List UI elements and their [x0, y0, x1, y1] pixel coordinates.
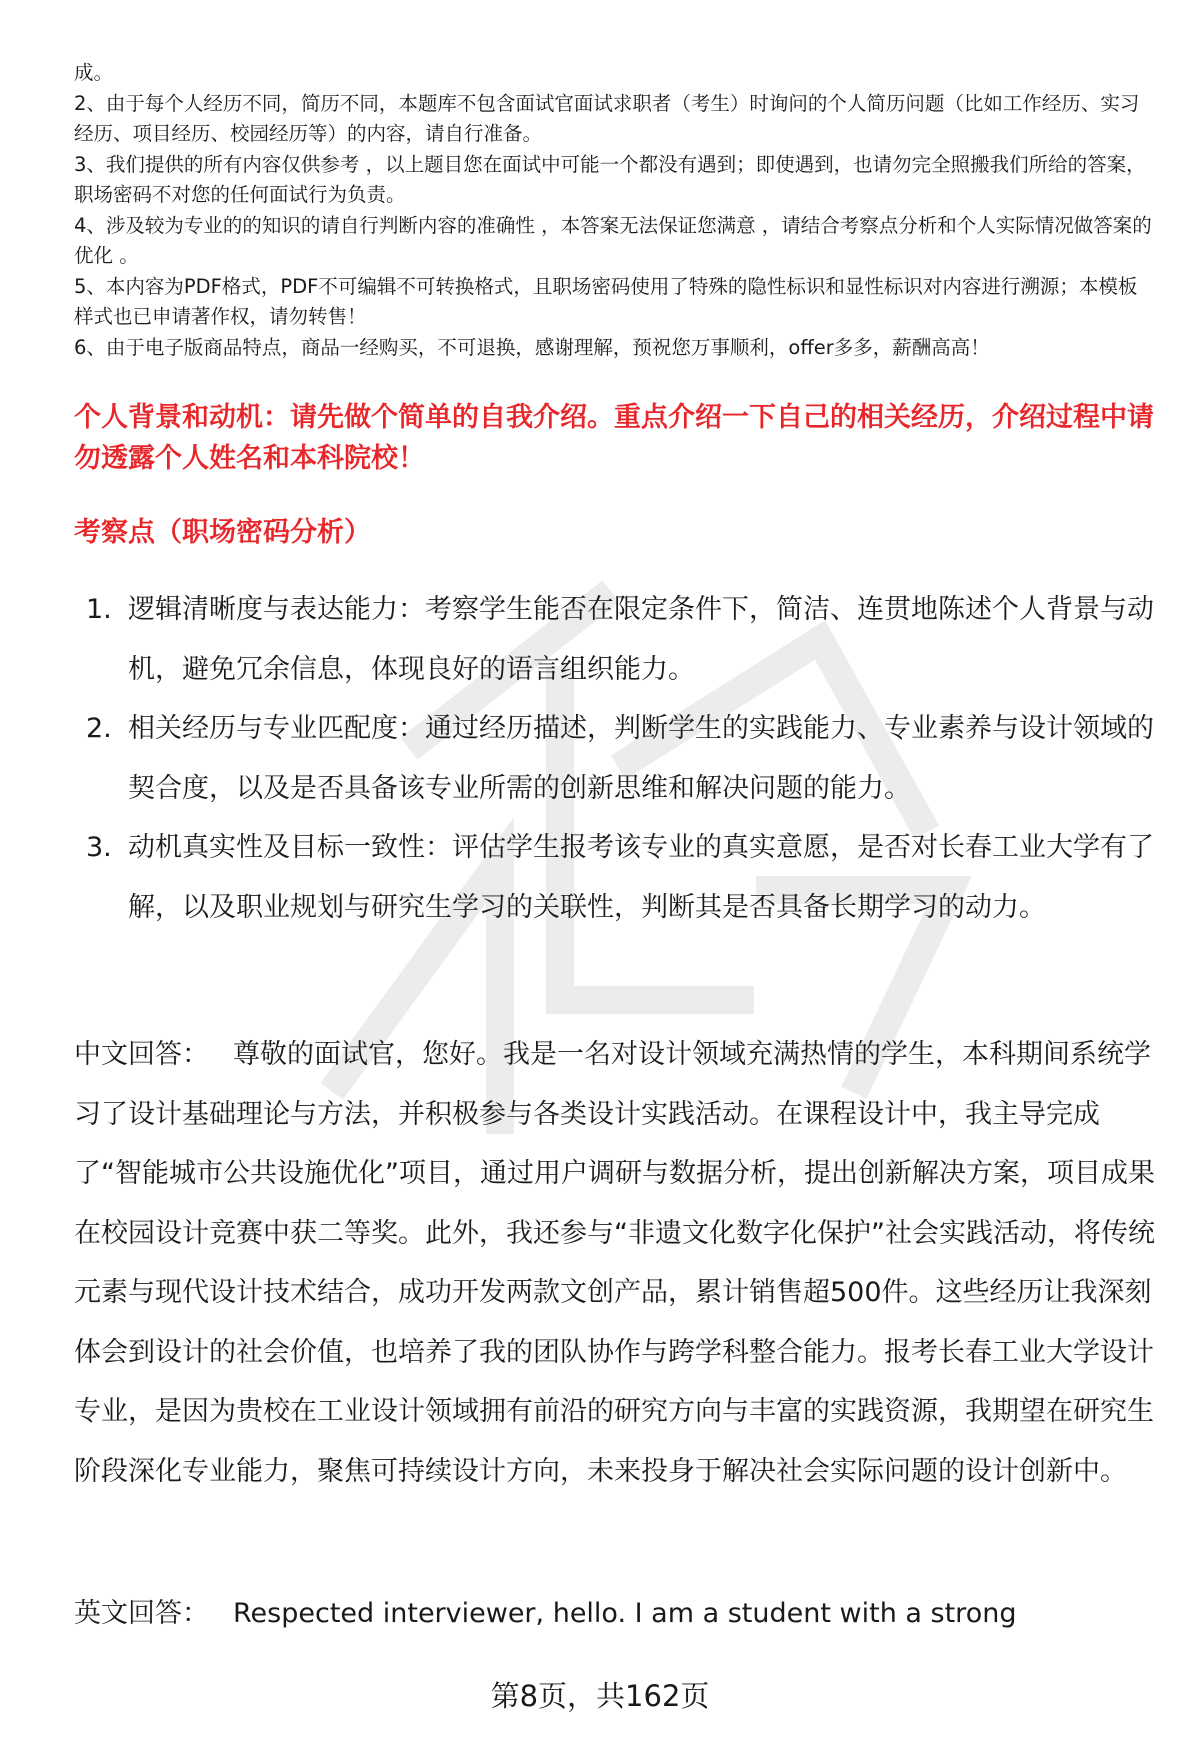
- english-answer-label: 英文回答：: [74, 1598, 209, 1629]
- list-item: [74, 699, 1154, 818]
- chinese-answer-label: 中文回答：: [74, 1039, 209, 1070]
- english-answer-text: Respected interviewer, hello. I am a student with a strong: [233, 1598, 1017, 1629]
- english-answer: [74, 1594, 1164, 1634]
- analysis-title: 考察点（职场密码分析）: [74, 517, 371, 548]
- page-number-footer: 第8页，共162页: [490, 1679, 710, 1713]
- question-heading: 个人背景和动机：请先做个简单的自我介绍。重点介绍一下自己的相关经历，介绍过程中请勿透露个人姓名和本科院校！: [74, 402, 1154, 474]
- list-item: [74, 580, 1154, 699]
- note-line: 5、本内容为PDF格式，PDF不可编辑不可转换格式，且职场密码使用了特殊的隐性标识和显性标识对内容进行溯源；本模板样式也已申请著作权，请勿转售！: [74, 274, 1138, 328]
- note-line: 2、由于每个人经历不同，简历不同，本题库不包含面试官面试求职者（考生）时询问的个人简历问题（比如工作经历、实习经历、项目经历、校园经历等）的内容，请自行准备。: [74, 91, 1140, 145]
- chinese-answer: [74, 1025, 1164, 1501]
- note-line: 4、涉及较为专业的的知识的请自行判断内容的准确性 ，本答案无法保证您满意 ，请结合考察点分析和个人实际情况做答案的优化 。: [74, 213, 1152, 267]
- disclaimer-notes: [74, 58, 1154, 363]
- list-text: 逻辑清晰度与表达能力：考察学生能否在限定条件下，简洁、连贯地陈述个人背景与动机，避免冗余信息，体现良好的语言组织能力。: [128, 594, 1154, 685]
- list-text: 相关经历与专业匹配度：通过经历描述，判断学生的实践能力、专业素养与设计领域的契合度，以及是否具备该专业所需的创新思维和解决问题的能力。: [128, 713, 1154, 804]
- note-line: 3、我们提供的所有内容仅供参考 ，以上题目您在面试中可能一个都没有遇到；即使遇到，也请勿完全照搬我们所给的答案，职场密码不对您的任何面试行为负责。: [74, 152, 1146, 206]
- note-line: 6、由于电子版商品特点，商品一经购买，不可退换，感谢理解，预祝您万事顺利，offer多多，薪酬高高！: [74, 335, 990, 359]
- list-number: 1.: [86, 594, 112, 625]
- list-text: 动机真实性及目标一致性：评估学生报考该专业的真实意愿，是否对长春工业大学有了解，以及职业规划与研究生学习的关联性，判断其是否具备长期学习的动力。: [128, 832, 1154, 923]
- list-item: [74, 818, 1154, 937]
- analysis-points-list: [74, 580, 1154, 937]
- list-number: 3.: [86, 832, 112, 863]
- chinese-answer-text: 尊敬的面试官，您好。我是一名对设计领域充满热情的学生，本科期间系统学习了设计基础理论与方法，并积极参与各类设计实践活动。在课程设计中，我主导完成了“智能城市公共设施优化”项目，通过用户调研与数据分析，提出创新解决方案，项目成果在校园设计竞赛中获二等奖。此外，我还参与“非遗文化数字化保护”社会实践活动，将传统元素与现代设计技术结合，成功开发两款文创产品，累计销售超500件。这些经历让我深刻体会到设计的社会价值，也培养了我的团队协作与跨学科整合能力。报考长春工业大学设计专业，是因为贵校在工业设计领域拥有前沿的研究方向与丰富的实践资源，我期望在研究生阶段深化专业能力，聚焦可持续设计方向，未来投身于解决社会实际问题的设计创新中。: [74, 1039, 1155, 1487]
- note-line: 成。: [74, 61, 114, 84]
- list-number: 2.: [86, 713, 112, 744]
